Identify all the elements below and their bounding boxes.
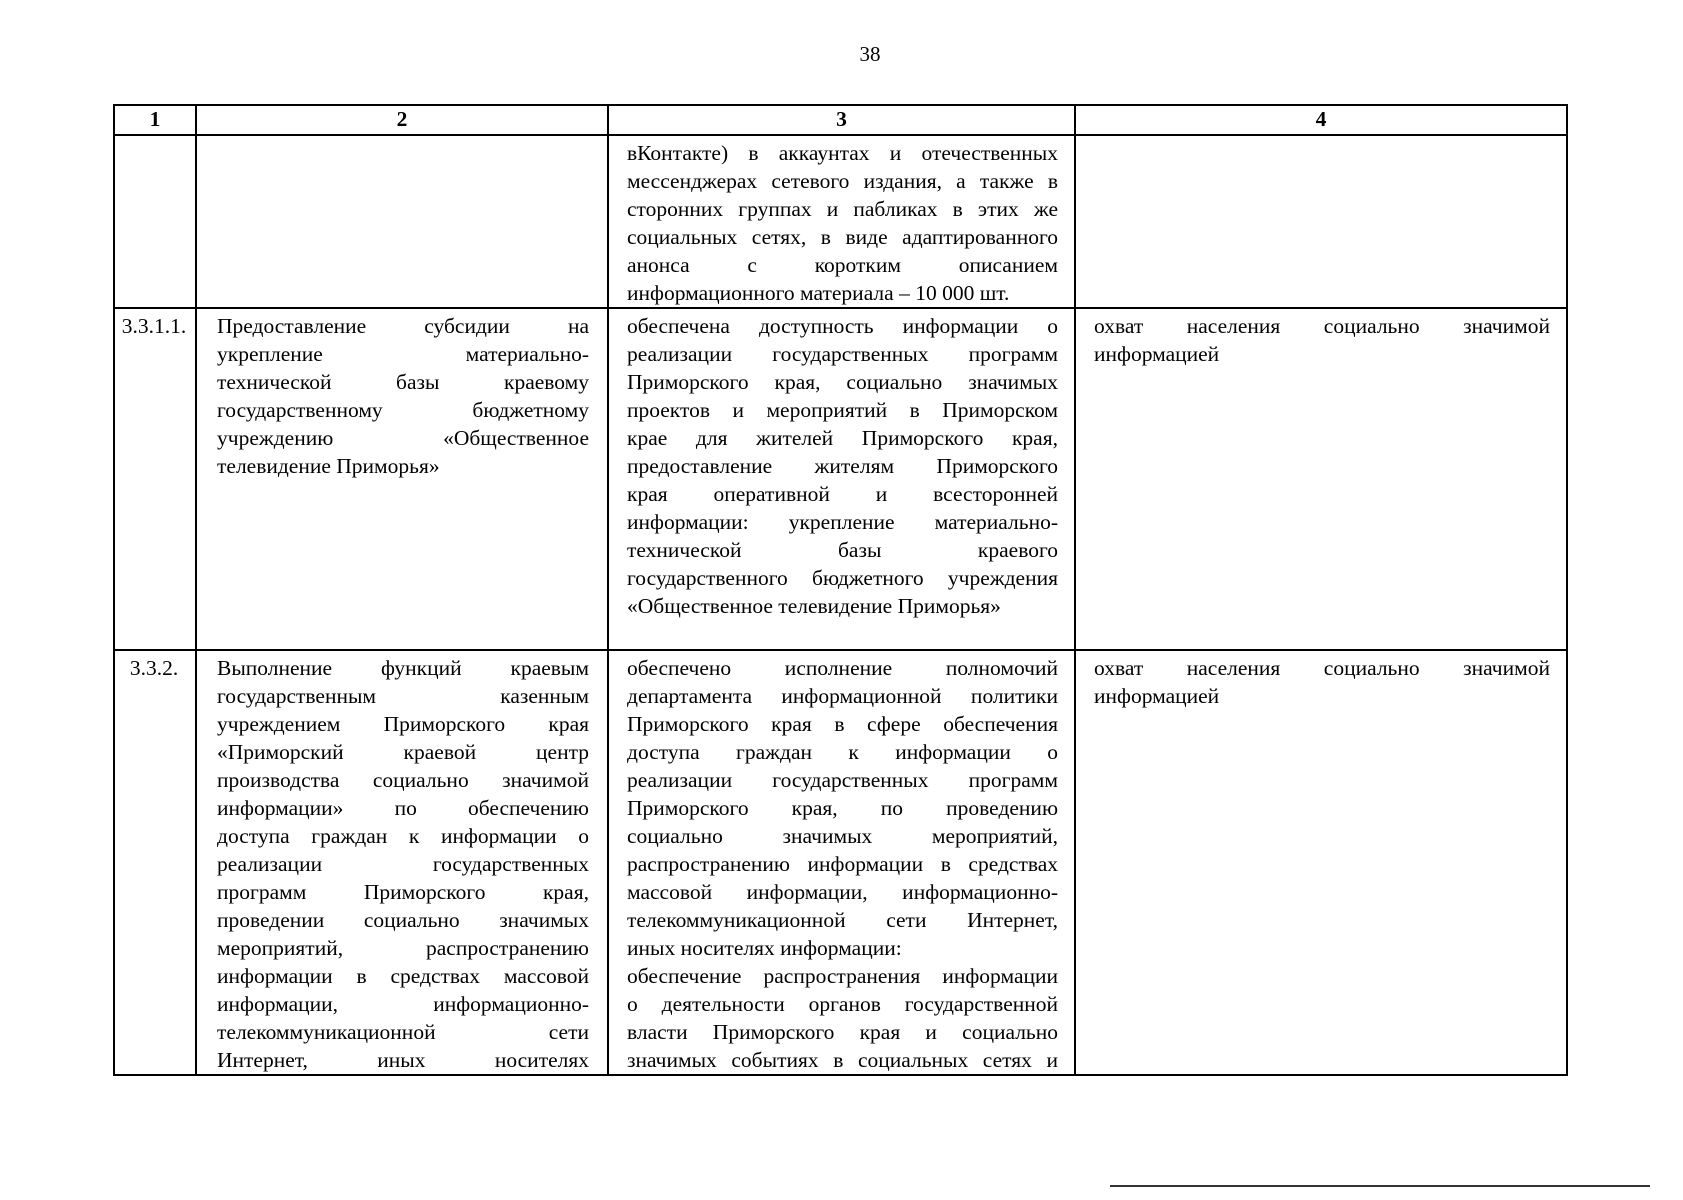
text-line: информации: укрепление материально- xyxy=(627,510,1058,534)
row-number-cell xyxy=(114,135,196,308)
page-number: 38 xyxy=(859,42,881,66)
text-line: социально значимых мероприятий, xyxy=(627,824,1058,848)
text-line: государственному бюджетному xyxy=(217,398,589,422)
text-line: информации» по обеспечению xyxy=(217,796,589,820)
text-line: обеспечение распространения информации xyxy=(627,964,1058,988)
text-line: значимых событиях в социальных сетях и xyxy=(627,1048,1058,1072)
text-line: проектов и мероприятий в Приморском xyxy=(627,398,1058,422)
text-line: программ Приморского края, xyxy=(217,880,589,904)
text-line: производства социально значимой xyxy=(217,768,589,792)
text-line: технической базы краевого xyxy=(627,538,1058,562)
text-line: доступа граждан к информации о xyxy=(627,740,1058,764)
header-cell-1: 1 xyxy=(114,105,196,135)
text-line: реализации государственных программ xyxy=(627,768,1058,792)
text-line: государственного бюджетного учреждения xyxy=(627,566,1058,590)
text-line: предоставление жителям Приморского xyxy=(627,454,1058,478)
table-row xyxy=(114,308,1567,650)
indicator-cell xyxy=(1075,650,1567,1075)
table-row xyxy=(114,650,1567,1075)
text-line: информации, информационно- xyxy=(217,992,589,1016)
text-line: Интернет, иных носителях xyxy=(217,1048,589,1072)
text-line: «Общественное телевидение Приморья» xyxy=(627,594,1001,618)
table-row xyxy=(114,135,1567,308)
text-line: информации в средствах массовой xyxy=(217,964,589,988)
header-cell-3: 3 xyxy=(608,105,1075,135)
text-line: иных носителях информации: xyxy=(627,936,902,960)
text-line: Приморского края, по проведению xyxy=(627,796,1058,820)
text-line: Приморского края, социально значимых xyxy=(627,370,1058,394)
text-line: анонса с коротким описанием xyxy=(627,253,1058,277)
text-line: социальных сетях, в виде адаптированного xyxy=(627,225,1058,249)
header-cell-2: 2 xyxy=(196,105,608,135)
text-line: телекоммуникационной сети xyxy=(217,1020,589,1044)
text-line: реализации государственных программ xyxy=(627,342,1058,366)
header-cell-4: 4 xyxy=(1075,105,1567,135)
text-line: массовой информации, информационно- xyxy=(627,880,1058,904)
text-line: мессенджерах сетевого издания, а также в xyxy=(627,169,1058,193)
text-line: телевидение Приморья» xyxy=(217,454,440,478)
measure-name-cell xyxy=(196,650,608,1075)
text-line: сторонних группах и пабликах в этих же xyxy=(627,197,1058,221)
result-cell xyxy=(608,308,1075,650)
text-line: «Приморский краевой центр xyxy=(217,740,589,764)
text-line: обеспечено исполнение полномочий xyxy=(627,656,1058,680)
text-line: распространению информации в средствах xyxy=(627,852,1058,876)
text-line: укрепление материально- xyxy=(217,342,589,366)
text-line: крае для жителей Приморского края, xyxy=(627,426,1058,450)
text-line: информационного материала – 10 000 шт. xyxy=(627,281,1010,305)
result-cell xyxy=(608,135,1075,308)
text-line: охват населения социально значимой xyxy=(1094,314,1550,338)
text-line: Предоставление субсидии на xyxy=(217,314,589,338)
text-line: охват населения социально значимой xyxy=(1094,656,1550,680)
measure-name-cell xyxy=(196,135,608,308)
row-number-cell: 3.3.1.1. xyxy=(114,308,196,650)
text-line: телекоммуникационной сети Интернет, xyxy=(627,908,1058,932)
text-line: проведении социально значимых xyxy=(217,908,589,932)
text-line: информацией xyxy=(1094,684,1220,708)
text-line: мероприятий, распространению xyxy=(217,936,589,960)
measure-name-cell xyxy=(196,308,608,650)
text-line: департамента информационной политики xyxy=(627,684,1058,708)
text-line: Выполнение функций краевым xyxy=(217,656,589,680)
bottom-rule xyxy=(1110,1185,1650,1187)
text-line: учреждению «Общественное xyxy=(217,426,589,450)
text-line: Приморского края в сфере обеспечения xyxy=(627,712,1058,736)
text-line: технической базы краевому xyxy=(217,370,589,394)
program-table xyxy=(113,104,1568,1076)
text-line: края оперативной и всесторонней xyxy=(627,482,1058,506)
text-line: власти Приморского края и социально xyxy=(627,1020,1058,1044)
text-line: доступа граждан к информации о xyxy=(217,824,589,848)
text-line: государственным казенным xyxy=(217,684,589,708)
result-cell xyxy=(608,650,1075,1075)
text-line: о деятельности органов государственной xyxy=(627,992,1058,1016)
indicator-cell xyxy=(1075,308,1567,650)
text-line: информацией xyxy=(1094,342,1220,366)
text-line: вКонтакте) в аккаунтах и отечественных xyxy=(627,141,1058,165)
text-line: реализации государственных xyxy=(217,852,589,876)
text-line: учреждением Приморского края xyxy=(217,712,589,736)
text-line: обеспечена доступность информации о xyxy=(627,314,1058,338)
indicator-cell xyxy=(1075,135,1567,308)
row-number-cell: 3.3.2. xyxy=(114,650,196,1075)
header-row xyxy=(114,105,1567,135)
